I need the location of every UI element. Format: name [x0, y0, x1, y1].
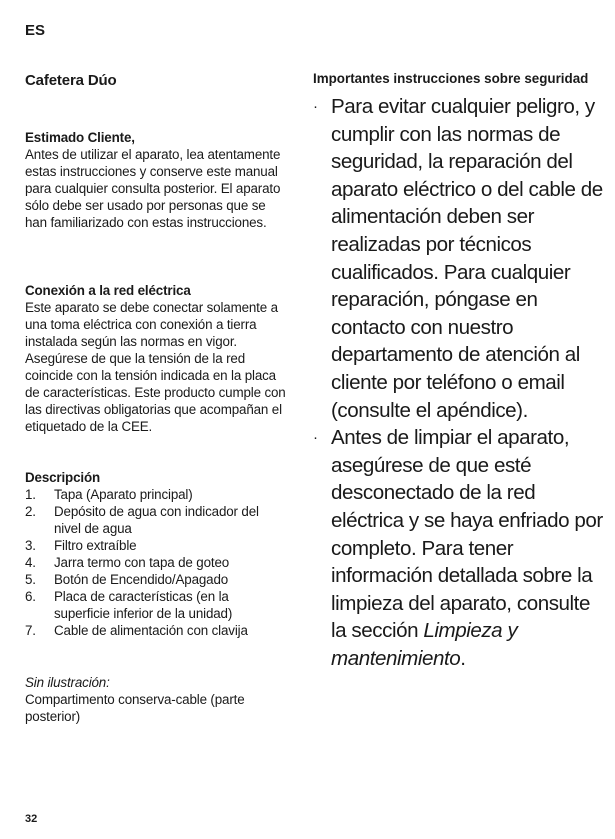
safety-item-text: Antes de limpiar el aparato, asegúrese de que esté desconectado de la red eléctrica y se haya enfriado por completo. Para tener información detallada sobre la limpieza del aparato, consulte la sección	[331, 426, 603, 643]
list-item	[25, 622, 287, 639]
item-text: Cable de alimentación con clavija	[54, 623, 248, 638]
not-illustrated-section	[25, 674, 287, 725]
description-list	[25, 486, 287, 639]
connection-text: Este aparato se debe conectar solamente a una toma eléctrica con conexión a tierra instalada según las normas en vigor. Asegúrese de que la tensión de la red coincide con la tensión indicada en la placa de características. Este producto cumple con las directivas obligatorias que acompañan el etiquetado de la CEE.	[25, 300, 286, 434]
item-text: Tapa (Aparato principal)	[54, 487, 193, 502]
list-item	[25, 554, 287, 571]
safety-item-cleaning	[313, 424, 603, 672]
item-number: 1.	[25, 487, 36, 502]
greeting-text: Antes de utilizar el aparato, lea atentamente estas instrucciones y conserve este manual para cualquier consulta posterior. El aparato sólo debe ser usado por personas que se han familiarizado con estas instrucciones.	[25, 147, 281, 230]
item-number: 2.	[25, 504, 36, 519]
list-item	[25, 537, 287, 554]
list-item	[25, 503, 287, 537]
item-text: Botón de Encendido/Apagado	[54, 572, 229, 587]
item-number: 6.	[25, 589, 36, 604]
connection-section	[25, 282, 287, 435]
safety-item-text: Para evitar cualquier peligro, y cumplir con las normas de seguridad, la reparación del aparato eléctrico o del cable de alimentación deben ser realizadas por técnicos cualificados. Para cualquier reparación, póngase en contacto con nuestro departamento de atención al cliente por teléfono o email (consulte el apéndice).	[331, 95, 603, 422]
item-text: Jarra termo con tapa de goteo	[54, 555, 230, 570]
section-reference: Limpieza y mantenimiento	[331, 619, 518, 670]
list-item	[25, 486, 287, 503]
safety-list	[313, 93, 603, 672]
description-section	[25, 469, 287, 639]
item-number: 5.	[25, 572, 36, 587]
not-illustrated-text: Compartimento conserva-cable (parte posterior)	[25, 692, 245, 724]
document-title: Cafetera Dúo	[25, 72, 117, 89]
not-illustrated-heading: Sin ilustración:	[25, 675, 110, 690]
safety-item-repair	[313, 93, 603, 424]
connection-heading: Conexión a la red eléctrica	[25, 283, 191, 298]
bullet-mark: ·	[313, 98, 318, 115]
item-number: 3.	[25, 538, 36, 553]
right-column	[313, 70, 603, 672]
greeting-section	[25, 129, 287, 231]
bullet-mark: ·	[313, 429, 318, 447]
greeting-heading: Estimado Cliente,	[25, 130, 135, 145]
item-number: 4.	[25, 555, 36, 570]
item-number: 7.	[25, 623, 36, 638]
item-text: Filtro extraíble	[54, 538, 137, 553]
item-text: Placa de características (en la superficie inferior de la unidad)	[54, 589, 233, 621]
language-code: ES	[25, 22, 46, 39]
list-item	[25, 588, 287, 622]
safety-item-end: .	[460, 646, 466, 670]
safety-heading: Importantes instrucciones sobre seguridad	[313, 71, 589, 86]
item-text: Depósito de agua con indicador del nivel de agua	[54, 504, 259, 536]
list-item	[25, 571, 287, 588]
description-heading: Descripción	[25, 470, 100, 485]
page-number: 32	[25, 813, 38, 825]
